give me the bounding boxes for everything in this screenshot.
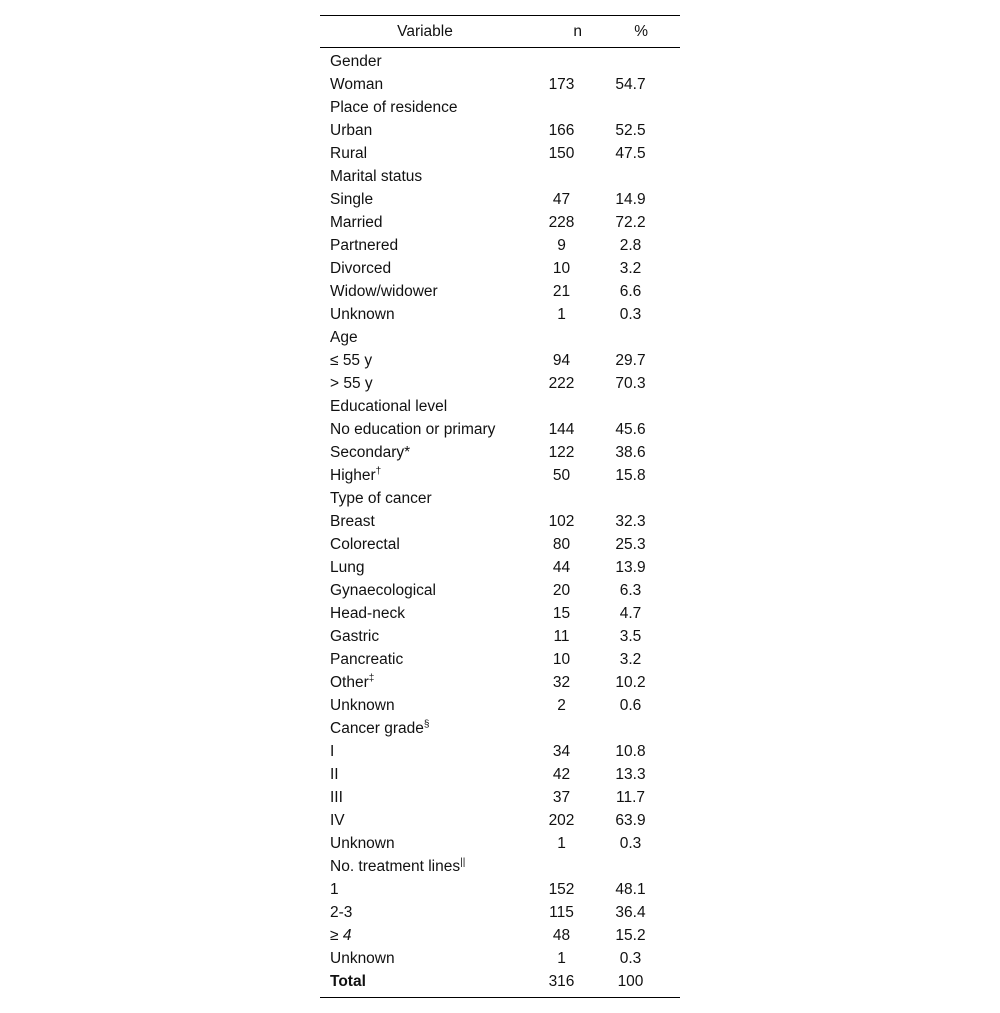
row-label: Unknown bbox=[330, 306, 395, 323]
percent-cell: 100 bbox=[617, 973, 644, 990]
row-label: Partnered bbox=[330, 237, 399, 254]
group-label: Age bbox=[330, 329, 358, 346]
percent-cell: 6.6 bbox=[619, 283, 642, 300]
table-row bbox=[320, 303, 680, 326]
group-header-row bbox=[320, 96, 680, 119]
n-cell bbox=[530, 165, 605, 188]
group-label-cell bbox=[320, 165, 530, 188]
row-label: Colorectal bbox=[330, 536, 400, 553]
group-label: Cancer grade bbox=[330, 720, 424, 737]
table-row bbox=[320, 257, 680, 280]
percent-cell: 11.7 bbox=[615, 789, 646, 806]
table-row bbox=[320, 372, 680, 395]
n-cell: 144 bbox=[548, 421, 575, 438]
table-row bbox=[320, 418, 680, 441]
n-cell bbox=[530, 326, 605, 349]
variable-cell bbox=[320, 372, 530, 395]
n-cell: 1 bbox=[557, 835, 566, 852]
percent-cell: 70.3 bbox=[615, 375, 646, 392]
n-cell: 11 bbox=[553, 628, 570, 645]
variable-cell bbox=[320, 924, 530, 947]
percent-cell: 25.3 bbox=[615, 536, 646, 553]
percent-cell: 29.7 bbox=[615, 352, 646, 369]
row-label: Unknown bbox=[330, 697, 395, 714]
table-row bbox=[320, 579, 680, 602]
percent-cell: 15.2 bbox=[615, 927, 646, 944]
row-label: Higher bbox=[330, 467, 376, 484]
group-label: Place of residence bbox=[330, 99, 458, 116]
table-body bbox=[320, 48, 680, 998]
variable-cell bbox=[320, 809, 530, 832]
n-cell: 316 bbox=[548, 973, 575, 990]
footnote-marker: || bbox=[460, 857, 466, 868]
row-label: ≥ 4 bbox=[330, 927, 352, 944]
percent-cell: 10.8 bbox=[615, 743, 646, 760]
table-header bbox=[320, 16, 680, 48]
table-row bbox=[320, 188, 680, 211]
n-cell: 10 bbox=[552, 651, 571, 668]
total-row bbox=[320, 970, 680, 998]
variable-cell bbox=[320, 142, 530, 165]
variable-cell bbox=[320, 786, 530, 809]
n-cell: 94 bbox=[552, 352, 571, 369]
group-label: Marital status bbox=[330, 168, 423, 185]
table-row bbox=[320, 211, 680, 234]
variable-cell bbox=[320, 740, 530, 763]
variable-cell bbox=[320, 533, 530, 556]
header-row bbox=[320, 16, 680, 48]
n-cell bbox=[530, 96, 605, 119]
variable-cell bbox=[320, 188, 530, 211]
group-label-cell bbox=[320, 717, 530, 740]
percent-cell: 48.1 bbox=[615, 881, 646, 898]
table-row bbox=[320, 73, 680, 96]
percent-cell: 3.2 bbox=[619, 651, 642, 668]
header-variable: Variable bbox=[397, 22, 453, 40]
group-header-row bbox=[320, 717, 680, 740]
row-label: Divorced bbox=[330, 260, 392, 277]
percent-cell: 38.6 bbox=[615, 444, 646, 461]
n-cell: 150 bbox=[548, 145, 575, 162]
n-cell: 21 bbox=[552, 283, 571, 300]
variable-cell bbox=[320, 234, 530, 257]
table-row bbox=[320, 119, 680, 142]
variable-cell bbox=[320, 878, 530, 901]
percent-cell: 14.9 bbox=[615, 191, 646, 208]
n-cell: 122 bbox=[548, 444, 575, 461]
percent-cell bbox=[605, 326, 680, 349]
row-label: Head-neck bbox=[330, 605, 405, 622]
n-cell: 2 bbox=[557, 697, 566, 714]
group-header-row bbox=[320, 855, 680, 878]
group-label-cell bbox=[320, 487, 530, 510]
row-label: Gastric bbox=[330, 628, 380, 645]
group-label-cell bbox=[320, 395, 530, 418]
variable-cell bbox=[320, 418, 530, 441]
row-label: Other bbox=[330, 674, 369, 691]
percent-cell bbox=[605, 855, 680, 878]
row-label: II bbox=[330, 766, 339, 783]
percent-cell: 15.8 bbox=[615, 467, 646, 484]
header-n: n bbox=[573, 22, 582, 40]
variable-cell bbox=[320, 579, 530, 602]
group-label: Educational level bbox=[330, 398, 448, 415]
n-cell: 48 bbox=[552, 927, 571, 944]
variable-cell bbox=[320, 970, 530, 998]
row-label: Lung bbox=[330, 559, 365, 576]
variable-cell bbox=[320, 303, 530, 326]
percent-cell: 3.5 bbox=[619, 628, 642, 645]
n-cell: 42 bbox=[552, 766, 571, 783]
percent-cell: 6.3 bbox=[619, 582, 642, 599]
group-header-row bbox=[320, 326, 680, 349]
row-label: Secondary* bbox=[330, 444, 411, 461]
percent-cell bbox=[605, 395, 680, 418]
table-row bbox=[320, 786, 680, 809]
percent-cell: 45.6 bbox=[615, 421, 646, 438]
n-cell: 173 bbox=[548, 76, 575, 93]
table-row bbox=[320, 901, 680, 924]
demographics-table-container bbox=[320, 15, 680, 998]
n-cell: 80 bbox=[552, 536, 571, 553]
n-cell: 32 bbox=[552, 674, 571, 691]
variable-cell bbox=[320, 947, 530, 970]
n-cell: 152 bbox=[548, 881, 575, 898]
n-cell: 102 bbox=[548, 513, 575, 530]
n-cell bbox=[530, 717, 605, 740]
row-label: Rural bbox=[330, 145, 368, 162]
row-label: Unknown bbox=[330, 950, 395, 967]
table-row bbox=[320, 832, 680, 855]
table-row bbox=[320, 142, 680, 165]
row-label: Woman bbox=[330, 76, 384, 93]
variable-cell bbox=[320, 119, 530, 142]
variable-cell bbox=[320, 648, 530, 671]
table-row bbox=[320, 441, 680, 464]
variable-cell bbox=[320, 441, 530, 464]
percent-cell: 0.3 bbox=[619, 950, 642, 967]
group-label: No. treatment lines bbox=[330, 858, 461, 875]
table-row bbox=[320, 924, 680, 947]
percent-cell: 32.3 bbox=[615, 513, 646, 530]
variable-cell bbox=[320, 763, 530, 786]
group-header-row bbox=[320, 48, 680, 74]
table-row bbox=[320, 556, 680, 579]
table-row bbox=[320, 740, 680, 763]
variable-cell bbox=[320, 510, 530, 533]
table-row bbox=[320, 763, 680, 786]
variable-cell bbox=[320, 832, 530, 855]
n-cell bbox=[530, 855, 605, 878]
variable-cell bbox=[320, 349, 530, 372]
group-label-cell bbox=[320, 855, 530, 878]
row-label: Widow/widower bbox=[330, 283, 438, 300]
table-row bbox=[320, 648, 680, 671]
percent-cell bbox=[605, 487, 680, 510]
n-cell: 10 bbox=[552, 260, 571, 277]
variable-cell bbox=[320, 694, 530, 717]
n-cell: 47 bbox=[552, 191, 571, 208]
percent-cell bbox=[605, 48, 680, 74]
demographics-table bbox=[320, 15, 680, 998]
percent-cell: 72.2 bbox=[615, 214, 646, 231]
variable-cell bbox=[320, 257, 530, 280]
table-row bbox=[320, 878, 680, 901]
n-cell: 202 bbox=[548, 812, 575, 829]
group-label-cell bbox=[320, 96, 530, 119]
n-cell: 37 bbox=[552, 789, 571, 806]
percent-cell bbox=[605, 165, 680, 188]
n-cell: 20 bbox=[552, 582, 571, 599]
percent-cell: 63.9 bbox=[615, 812, 646, 829]
row-label: Single bbox=[330, 191, 374, 208]
row-label: ≤ 55 y bbox=[330, 352, 373, 369]
row-label: IV bbox=[330, 812, 345, 829]
table-row bbox=[320, 349, 680, 372]
variable-cell bbox=[320, 73, 530, 96]
percent-cell: 0.3 bbox=[619, 306, 642, 323]
table-row bbox=[320, 234, 680, 257]
percent-cell: 52.5 bbox=[615, 122, 646, 139]
row-label: Pancreatic bbox=[330, 651, 404, 668]
table-row bbox=[320, 671, 680, 694]
variable-cell bbox=[320, 625, 530, 648]
n-cell: 9 bbox=[557, 237, 566, 254]
group-label-cell bbox=[320, 48, 530, 74]
table-row bbox=[320, 464, 680, 487]
group-label: Gender bbox=[330, 53, 382, 70]
percent-cell: 0.3 bbox=[619, 835, 642, 852]
n-cell bbox=[530, 48, 605, 74]
n-cell: 1 bbox=[557, 950, 566, 967]
percent-cell: 0.6 bbox=[619, 697, 642, 714]
variable-cell bbox=[320, 671, 530, 694]
n-cell: 222 bbox=[548, 375, 575, 392]
percent-cell: 2.8 bbox=[619, 237, 642, 254]
percent-cell bbox=[605, 96, 680, 119]
row-label: > 55 y bbox=[330, 375, 373, 392]
n-cell: 228 bbox=[548, 214, 575, 231]
table-row bbox=[320, 947, 680, 970]
percent-cell bbox=[605, 717, 680, 740]
n-cell: 115 bbox=[549, 904, 574, 921]
row-label: 2-3 bbox=[330, 904, 353, 921]
row-label: 1 bbox=[330, 881, 339, 898]
variable-cell bbox=[320, 901, 530, 924]
footnote-marker: § bbox=[423, 719, 430, 730]
footnote-marker: † bbox=[375, 466, 382, 477]
row-label: Breast bbox=[330, 513, 375, 530]
table-row bbox=[320, 694, 680, 717]
percent-cell: 3.2 bbox=[619, 260, 642, 277]
n-cell bbox=[530, 395, 605, 418]
variable-cell bbox=[320, 556, 530, 579]
row-label: Total bbox=[330, 973, 366, 990]
n-cell bbox=[530, 487, 605, 510]
n-cell: 44 bbox=[552, 559, 571, 576]
row-label: Unknown bbox=[330, 835, 395, 852]
group-header-row bbox=[320, 395, 680, 418]
percent-cell: 54.7 bbox=[615, 76, 646, 93]
footnote-marker: ‡ bbox=[368, 673, 375, 684]
variable-cell bbox=[320, 602, 530, 625]
n-cell: 15 bbox=[552, 605, 571, 622]
group-header-row bbox=[320, 487, 680, 510]
n-cell: 34 bbox=[552, 743, 571, 760]
table-row bbox=[320, 602, 680, 625]
n-cell: 166 bbox=[548, 122, 575, 139]
percent-cell: 10.2 bbox=[615, 674, 646, 691]
table-row bbox=[320, 809, 680, 832]
table-row bbox=[320, 280, 680, 303]
row-label: No education or primary bbox=[330, 421, 496, 438]
table-row bbox=[320, 625, 680, 648]
header-percent: % bbox=[634, 22, 648, 40]
percent-cell: 36.4 bbox=[615, 904, 646, 921]
group-label-cell bbox=[320, 326, 530, 349]
variable-cell bbox=[320, 280, 530, 303]
table-row bbox=[320, 510, 680, 533]
n-cell: 50 bbox=[552, 467, 571, 484]
variable-cell bbox=[320, 464, 530, 487]
table-row bbox=[320, 533, 680, 556]
percent-cell: 4.7 bbox=[619, 605, 642, 622]
row-label: III bbox=[330, 789, 343, 806]
percent-cell: 13.3 bbox=[615, 766, 646, 783]
percent-cell: 47.5 bbox=[615, 145, 646, 162]
row-label: I bbox=[330, 743, 335, 760]
group-label: Type of cancer bbox=[330, 490, 432, 507]
row-label: Married bbox=[330, 214, 383, 231]
n-cell: 1 bbox=[557, 306, 566, 323]
percent-cell: 13.9 bbox=[615, 559, 646, 576]
variable-cell bbox=[320, 211, 530, 234]
group-header-row bbox=[320, 165, 680, 188]
row-label: Gynaecological bbox=[330, 582, 436, 599]
row-label: Urban bbox=[330, 122, 373, 139]
